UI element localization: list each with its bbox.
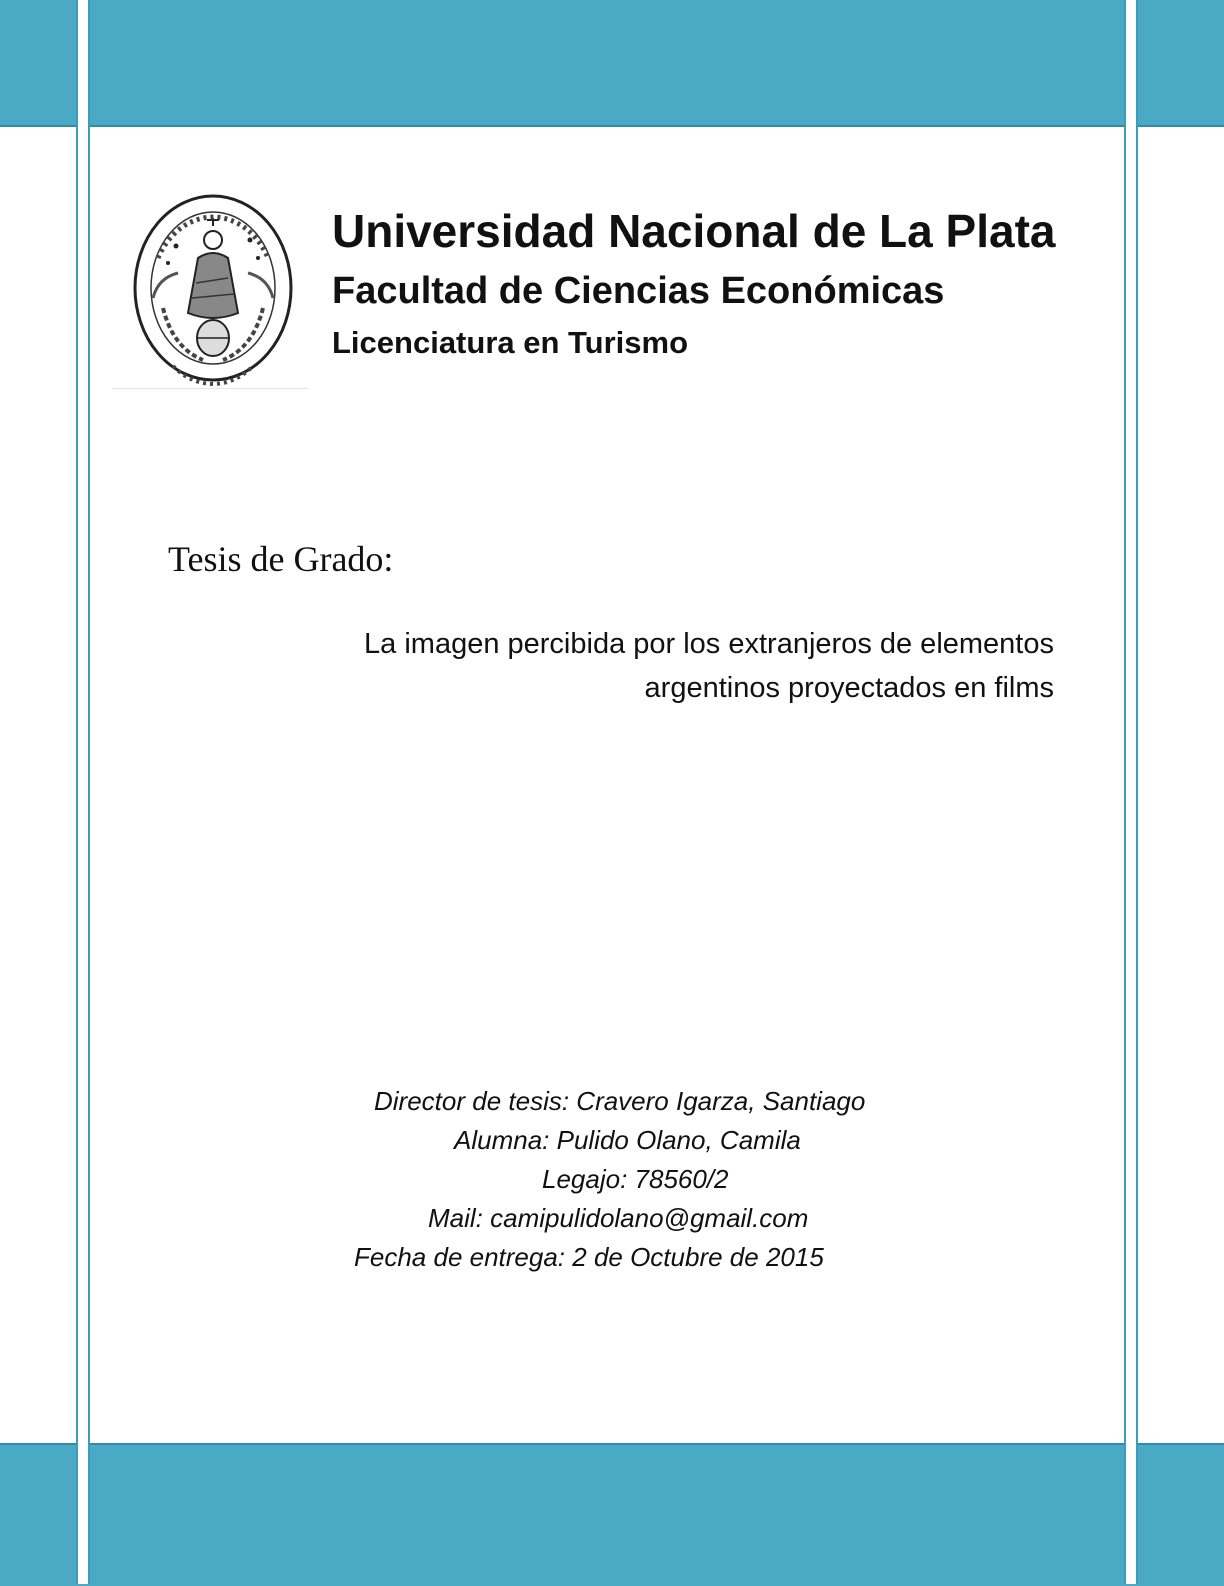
thesis-title-line: argentinos proyectados en films xyxy=(644,672,1054,704)
thesis-title xyxy=(252,622,1054,710)
bottom-color-band xyxy=(0,1443,1224,1586)
top-color-band xyxy=(0,0,1224,127)
delivery-date: Fecha de entrega: 2 de Octubre de 2015 xyxy=(354,1242,824,1272)
student-name: Alumna: Pulido Olano, Camila xyxy=(454,1125,801,1155)
university-name: Universidad Nacional de La Plata xyxy=(332,205,1056,257)
university-seal-icon xyxy=(128,188,298,388)
degree-name: Licenciatura en Turismo xyxy=(332,325,689,360)
credits-block xyxy=(330,1082,960,1277)
file-number: Legajo: 78560/2 xyxy=(542,1164,729,1194)
right-frame-stripe xyxy=(1124,0,1138,1584)
thesis-title-line: La imagen percibida por los extranjeros de elementos xyxy=(364,628,1054,660)
student-mail: Mail: camipulidolano@gmail.com xyxy=(428,1203,809,1233)
thesis-director: Director de tesis: Cravero Igarza, Santiago xyxy=(374,1086,866,1116)
thesis-label: Tesis de Grado: xyxy=(168,539,394,579)
seal-divider xyxy=(112,388,308,389)
left-frame-stripe xyxy=(76,0,90,1584)
faculty-name: Facultad de Ciencias Económicas xyxy=(332,270,945,312)
